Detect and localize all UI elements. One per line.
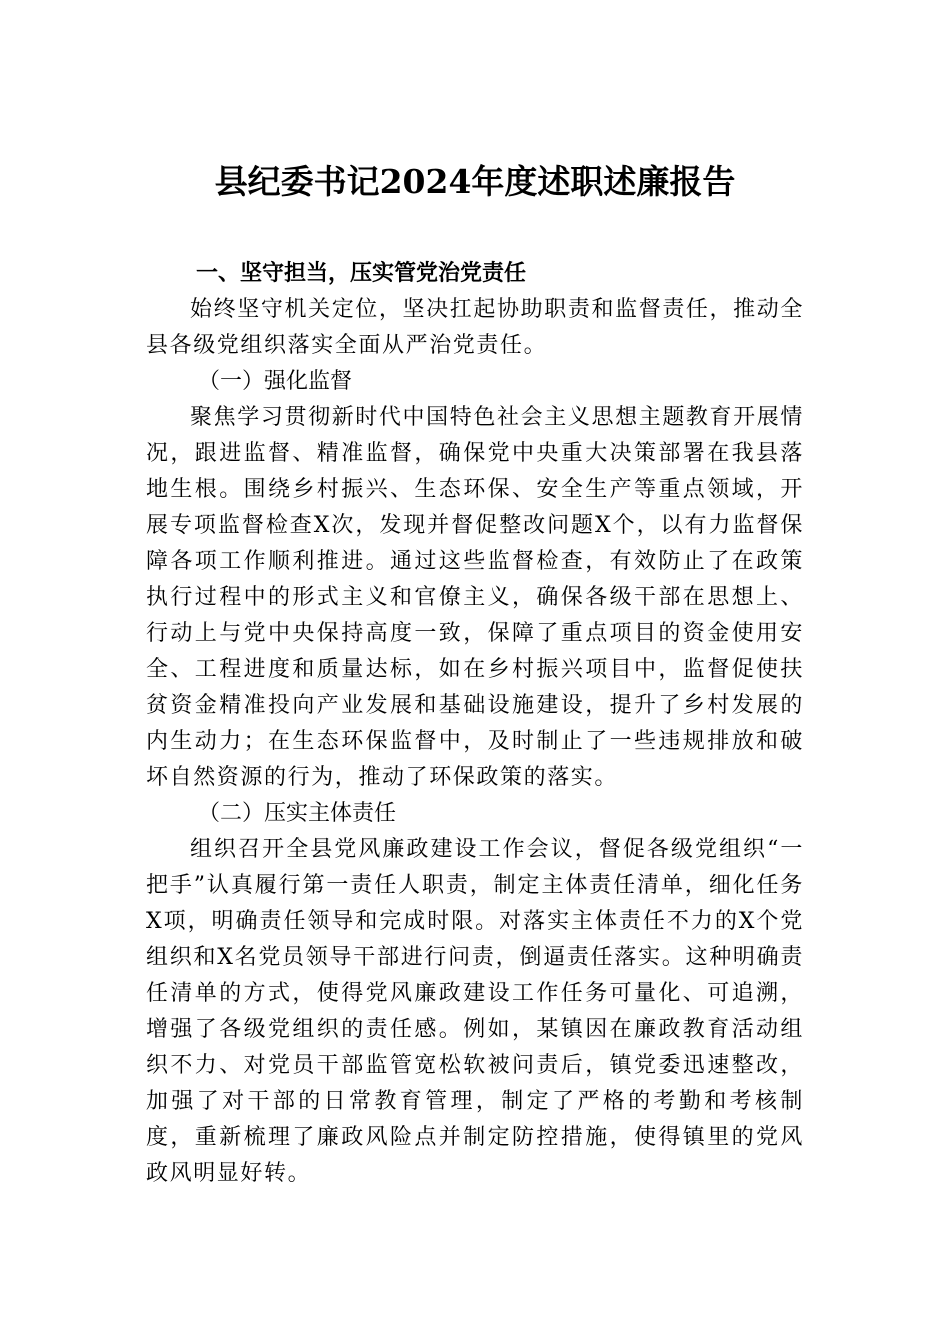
section-1-intro: 始终坚守机关定位，坚决扛起协助职责和监督责任，推动全县各级党组织落实全面从严治党责任。 [146,297,804,358]
subsection-heading-2: （二）压实主体责任 [198,801,397,826]
subsection-heading-1: （一）强化监督 [198,369,353,394]
document-body [146,256,804,1192]
document-title: 县纪委书记2024年度述职述廉报告 [214,162,736,201]
subsection-2-paragraph: 组织召开全县党风廉政建设工作会议，督促各级党组织“一把手”认真履行第一责任人职责，制定主体责任清单，细化任务X项，明确责任领导和完成时限。对落实主体责任不力的X个党组织和X名党员领导干部进行问责，倒逼责任落实。这种明确责任清单的方式，使得党风廉政建设工作任务可量化、可追溯，增强了各级党组织的责任感。例如，某镇因在廉政教育活动组织不力、对党员干部监管宽松软被问责后，镇党委迅速整改，加强了对干部的日常教育管理，制定了严格的考勤和考核制度，重新梳理了廉政风险点并制定防控措施，使得镇里的党风政风明显好转。 [146,837,804,1186]
subsection-1-paragraph: 聚焦学习贯彻新时代中国特色社会主义思想主题教育开展情况，跟进监督、精准监督，确保党中央重大决策部署在我县落地生根。围绕乡村振兴、生态环保、安全生产等重点领域，开展专项监督检查X次，发现并督促整改问题X个，以有力监督保障各项工作顺利推进。通过这些监督检查，有效防止了在政策执行过程中的形式主义和官僚主义，确保各级干部在思想上、行动上与党中央保持高度一致，保障了重点项目的资金使用安全、工程进度和质量达标，如在乡村振兴项目中，监督促使扶贫资金精准投向产业发展和基础设施建设，提升了乡村发展的内生动力；在生态环保监督中，及时制止了一些违规排放和破坏自然资源的行为，推动了环保政策的落实。 [146,405,804,790]
section-heading-1: 一、坚守担当，压实管党治党责任 [196,261,527,286]
